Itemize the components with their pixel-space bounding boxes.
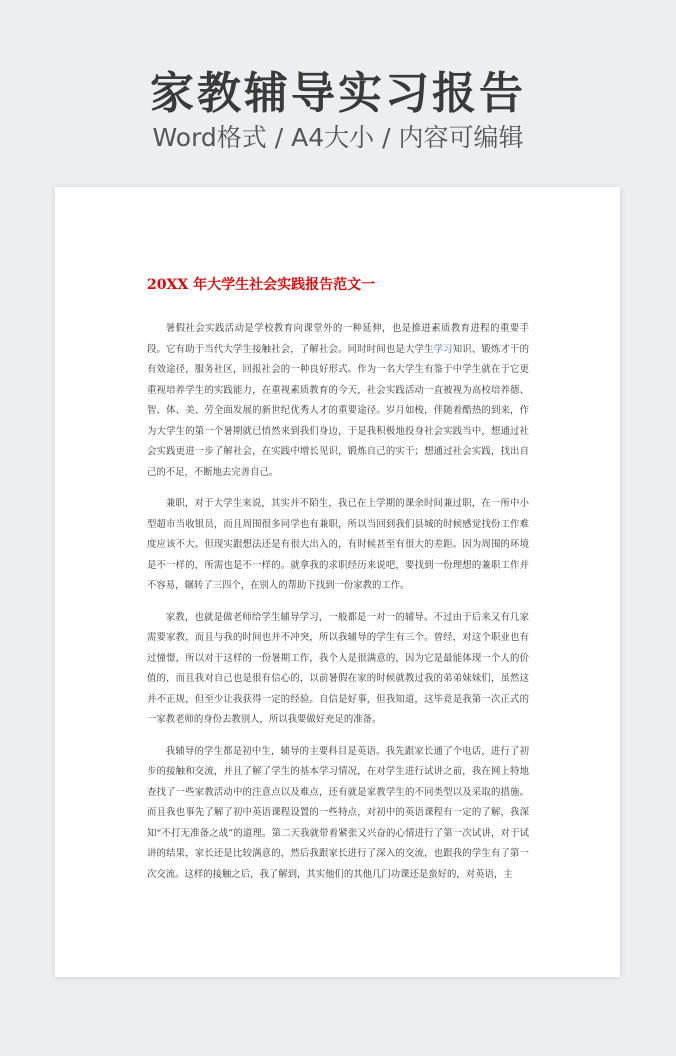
paragraph-1 [147, 319, 529, 483]
page-title: 家教辅导实习报告 [150, 68, 526, 119]
document-heading: 20XX 年大学生社会实践报告范文一 [147, 277, 376, 293]
inline-link-study[interactable]: 学习 [433, 343, 453, 355]
paragraph-2: 兼职，对于大学生来说，其实并不陌生，我已在上学期的课余时间兼过职，在一所中小型超市当收银员，而且周围很多同学也有兼职，所以当回到我们县城的时候感觉找份工作难度应该不大。但现实跟想法还是有很大出入的，有时候甚至有很大的差距。因为周围的环境是不一样的，所需也是不一样的。就拿我的求职经历来说吧，要找到一份理想的兼职工作并不容易，辗转了三四个，在别人的帮助下找到一份家教的工作。 [147, 498, 529, 591]
page-subtitle: Word格式 / A4大小 / 内容可编辑 [152, 123, 524, 152]
paragraph-4: 我辅导的学生都是初中生，辅导的主要科目是英语。我先跟家长通了个电话，进行了初步的接触和交流，并且了解了学生的基本学习情况，在对学生进行试讲之前，我在网上特地查找了一些家教活动中的注意点以及难点，还有就是家教学生的不同类型以及采取的措施。而且我也事先了解了初中英语课程设置的一些特点，对初中的英语课程有一定的了解，我深知“不打无准备之战”的道理。第二天我就带着紧张又兴奋的心情进行了第一次试讲，对于试讲的结果，家长还是比较满意的，然后我跟家长进行了深入的交流，也跟我的学生有了第一次交流。这样的接触之后，我了解到，其实他们的其他几门功课还是蛮好的，对英语，主 [147, 745, 529, 880]
document-page [55, 187, 620, 977]
paragraph-3: 家教，也就是做老师给学生辅导学习，一般都是一对一的辅导。不过由于后来又有几家需要家教，而且与我的时间也并不冲突，所以我辅导的学生有三个。曾经，对这个职业也有过憧憬，所以对于这样的一份暑期工作，我个人是很满意的，因为它是最能体现一个人的价值的，而且我对自己也是很有信心的，以前暑假在家的时候就教过我的弟弟妹妹们，虽然这并不正规，但至少让我获得一定的经验。自信是好事，但我知道，这毕竟是我第一次正式的一家教老师的身份去教别人，所以我要做好充足的准备。 [147, 611, 529, 725]
document-body [147, 319, 529, 896]
paragraph-1-after: 知识、锻炼才干的有效途径，服务社区，回报社会的一种良好形式。作为一名大学生有鉴于中学生就在于它更重视培养学生的实践能力，在重视素质教育的今天，社会实践活动一直被视为高校培养德、智、体、美、劳全面发展的新世纪优秀人才的重要途径。岁月如梭，伴随着酷热的到来，作为大学生的第一个暑期就已悄然来到我们身边，于是我积极地投身社会实践当中，想通过社会实践更进一步了解社会，在实践中增长见识，锻炼自己的实干；想通过社会实践，找出自己的不足，不断地去完善自己。 [147, 343, 529, 478]
paragraph-1-before: 暑假社会实践活动是学校教育向课堂外的一种延伸，也是推进素质教育进程的重要手段。它有助于当代大学生接触社会，了解社会。同时时间也是大学生 [147, 323, 529, 355]
